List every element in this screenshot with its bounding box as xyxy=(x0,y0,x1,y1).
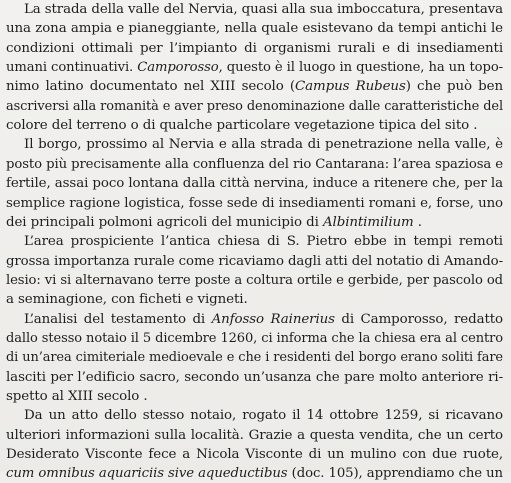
text-run: di Camporosso, redatto xyxy=(334,311,503,327)
text-run: lasciti per l’edificio sacro, secondo un’usanza che pare molto anteriore ri- xyxy=(6,369,503,385)
text-run: a seminagione, con ficheti e vigneti. xyxy=(6,292,248,308)
text-line xyxy=(6,329,503,348)
text-line xyxy=(6,97,503,116)
text-line xyxy=(6,271,503,290)
text-run: ascriversi alla romanità e aver preso denominazione dalle caratteristiche del xyxy=(6,98,503,114)
text-run: di un’area cimiteriale medioevale e che i residenti del borgo erano soliti fare xyxy=(6,350,503,366)
text-run: condizioni ottimali per l’impianto di organismi rurali e di insediamenti xyxy=(6,40,503,56)
text-run: Desiderato Visconte fece a Nicola Visconte di un mulino con due ruote, xyxy=(6,447,503,463)
text-line xyxy=(6,368,503,387)
text-run: L’area prospiciente l’antica chiesa di S. Pietro ebbe in tempi remoti xyxy=(24,234,503,250)
text-run: spetto al XIII secolo . xyxy=(6,389,148,404)
text-run: semplice ragione logistica, fosse sede di insediamenti romani e, forse, uno xyxy=(6,195,503,211)
text-line xyxy=(24,310,503,329)
italic-text: Campus Rubeus xyxy=(295,79,406,95)
text-line xyxy=(6,194,503,213)
text-line xyxy=(6,155,503,174)
text-run: dallo stesso notaio il 5 dicembre 1260, ci informa che la chiesa era al centro xyxy=(6,330,503,346)
text-line xyxy=(6,19,503,38)
text-line xyxy=(24,135,503,154)
text-run: Il borgo, prossimo al Nervia e alla strada di penetrazione nella valle, è xyxy=(24,137,503,153)
text-line xyxy=(6,426,503,445)
text-run: nimo latino documentato nel XIII secolo ( xyxy=(6,79,296,95)
text-line xyxy=(6,445,503,464)
text-run: grossa importanza rurale come ricaviamo dagli atti del notatio di Amando- xyxy=(6,253,503,269)
text-line xyxy=(6,116,477,135)
text-line xyxy=(24,406,503,425)
text-run: dei principali polmoni agricoli del municipio di xyxy=(6,214,323,230)
text-run: umani continuativi. xyxy=(6,60,138,76)
text-line xyxy=(6,348,503,367)
text-line xyxy=(24,232,503,251)
text-run: fertile, assai poco lontana dalla città nervina, induce a ritenere che, per la xyxy=(6,176,503,192)
text-run: una zona ampia e pianeggiante, nella quale esistevano da tempi antichi le xyxy=(6,21,503,37)
text-line xyxy=(6,39,503,58)
italic-text: Albintimilium xyxy=(322,214,414,230)
text-line xyxy=(6,252,503,271)
italic-text: cum omnibus aquariciis sive aqueductibus xyxy=(6,466,288,482)
text-run: , questo è il luogo in questione, ha un topo- xyxy=(218,60,503,76)
text-run: . xyxy=(413,214,422,230)
text-line xyxy=(6,77,503,96)
text-run: Da un atto dello stesso notaio, rogato il 14 ottobre 1259, si ricavano xyxy=(24,408,503,424)
text-line xyxy=(6,464,503,483)
text-run: posto più precisamente alla confluenza del rio Cantarana: l’area spaziosa e xyxy=(6,156,503,172)
text-run: (doc. 105), apprendiamo che un xyxy=(287,466,503,482)
text-line xyxy=(24,0,503,19)
text-run: ulteriori informazioni sulla località. Grazie a questa vendita, che un certo xyxy=(6,427,503,443)
text-run: colore del terreno o di qualche particolare vegetazione tipica del sito . xyxy=(6,118,478,134)
text-line xyxy=(6,290,248,309)
text-run: lesio: vi si alternavano terre poste a coltura ortile e gerbide, per pascolo od xyxy=(6,272,503,288)
text-line xyxy=(6,213,422,232)
italic-text: Anfosso Rainerius xyxy=(211,311,335,327)
text-run: ) che può ben xyxy=(405,79,503,95)
text-run: L’analisi del testamento di xyxy=(24,311,212,327)
italic-text: Camporosso xyxy=(137,60,219,76)
text-line xyxy=(6,58,503,77)
text-run: La strada della valle del Nervia, quasi alla sua imboccatura, presentava xyxy=(24,2,503,17)
text-line xyxy=(6,387,148,406)
text-line xyxy=(6,174,503,193)
